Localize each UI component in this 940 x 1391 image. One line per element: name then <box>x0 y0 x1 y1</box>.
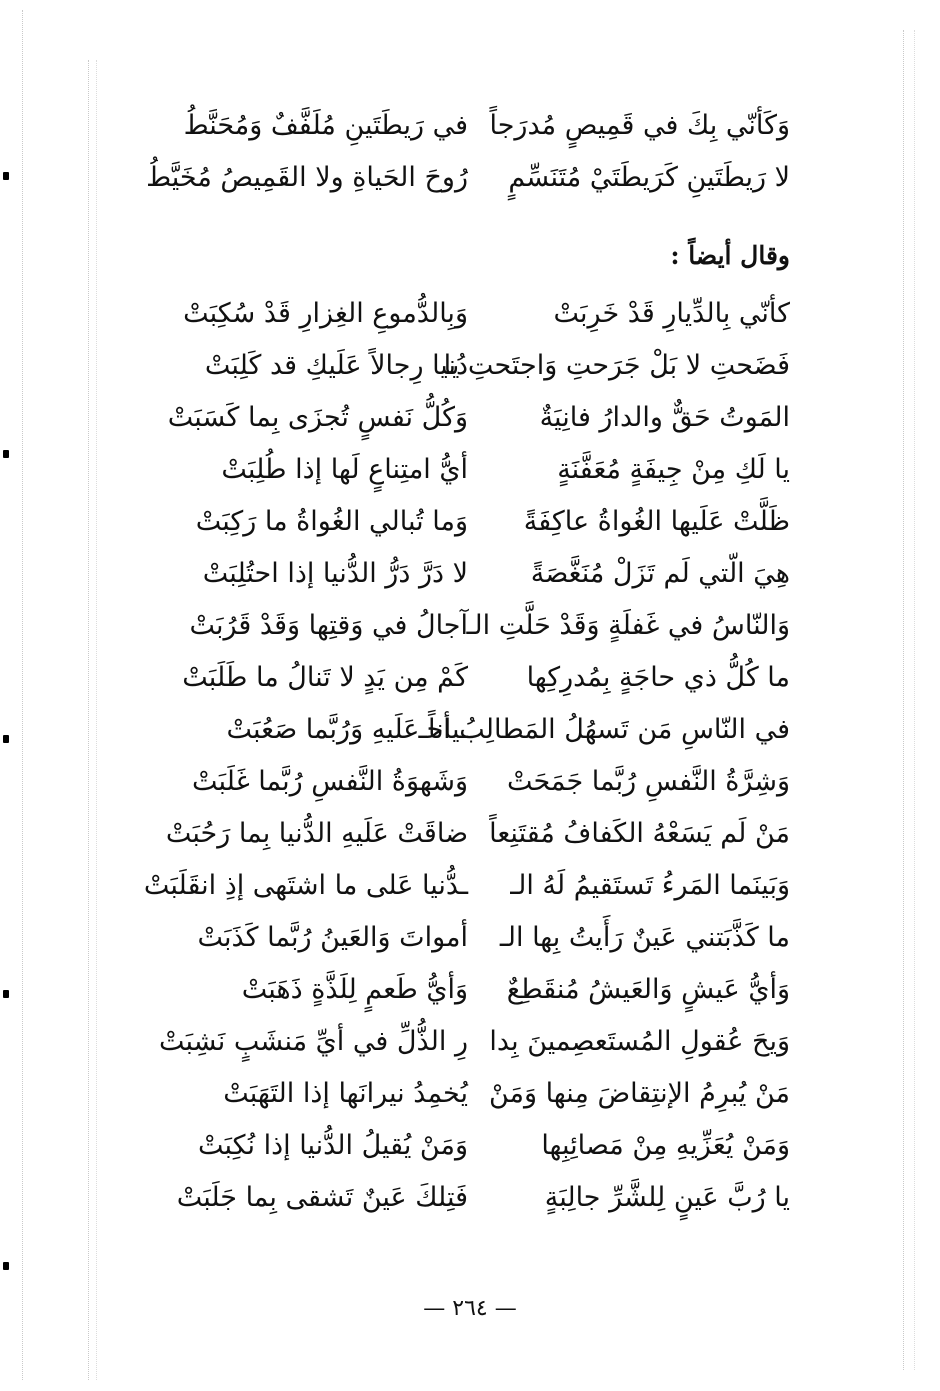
verse-first-hemistich: وَمَنْ يُعَزِّيهِ مِنْ مَصائِبِها <box>541 1130 790 1161</box>
verse-second-hemistich: رِ الذُّلِّ في أيِّ مَنشَبٍ نَشِبَتْ <box>159 1026 468 1057</box>
verse-first-hemistich: ما كُلُّ ذي حاجَةٍ بِمُدرِكِها <box>526 662 790 693</box>
verse-first-hemistich: في النّاسِ مَن تَسهُلُ المَطالِبُ أحـ <box>418 714 790 745</box>
verse-line <box>150 290 790 338</box>
verse-first-hemistich: كأنّي بِالدِّيارِ قَدْ خَرِبَتْ <box>553 298 790 329</box>
verse-second-hemistich: رُوحَ الحَياةِ ولا القَمِيصُ مُخَيَّطُ <box>146 162 468 193</box>
verse-line <box>150 1018 790 1066</box>
verse-first-hemistich: مَنْ لَم يَسَعْهُ الكَفافُ مُقتَنِعاً <box>489 818 790 849</box>
verse-second-hemistich: في رَيطَتَينِ مُلَفَّفٌ وَمُحَنَّطُ <box>183 110 468 141</box>
verse-second-hemistich: ضاقَتْ عَلَيهِ الدُّنيا بِما رَحُبَتْ <box>165 818 468 849</box>
verse-line <box>150 914 790 962</box>
verse-first-hemistich: ظَلَّتْ عَلَيها الغُواةُ عاكِفَةً <box>523 506 790 537</box>
verse-first-hemistich: وَبَينَما المَرءُ تَستَقيمُ لَهُ الـ <box>510 870 790 901</box>
verse-first-hemistich: وَكَأنّي بِكَ في قَمِيصٍ مُدرَجاً <box>489 110 790 141</box>
verse-first-hemistich: مَنْ يُبرِمُ الإنتِقاضَ مِنها وَمَنْ <box>488 1078 790 1109</box>
verse-line <box>150 1070 790 1118</box>
verse-second-hemistich: وَبِالدُّموعِ الغِزارِ قَدْ سُكِبَتْ <box>183 298 468 329</box>
verse-line <box>143 862 790 910</box>
section-heading: وقال أيضاً : <box>670 241 790 270</box>
verse-line <box>150 966 790 1014</box>
verse-second-hemistich: أيُّ امتِناعٍ لَها إذا طُلِبَتْ <box>221 454 468 485</box>
verse-line <box>150 1122 790 1170</box>
verse-second-hemistich: دُنيا رِجالاً عَلَيكِ قد كَلِبَتْ <box>204 350 468 381</box>
verse-line <box>146 154 790 202</box>
verse-second-hemistich: وَكُلُّ نَفسٍ تُجزَى بِما كَسَبَتْ <box>167 402 468 433</box>
verse-line <box>150 758 790 806</box>
scan-guide-line <box>96 60 97 1380</box>
verse-line <box>150 446 790 494</box>
verse-line <box>150 810 790 858</box>
verse-first-hemistich: فَضَحتِ لا بَلْ جَرَحتِ وَاجتَحتِ يا <box>443 350 790 381</box>
verse-second-hemistich: كَمْ مِن يَدٍ لا تَنالُ ما طَلَبَتْ <box>182 662 468 693</box>
verse-second-hemistich: ـياناً عَلَيهِ وَرُبَّما صَعُبَتْ <box>226 714 468 745</box>
verse-second-hemistich: يُخمِدُ نيرانَها إذا التَهَبَتْ <box>223 1078 468 1109</box>
verse-first-hemistich: وَشِرَّةُ النَّفسِ رُبَّما جَمَحَتْ <box>506 766 790 797</box>
verse-second-hemistich: وَما تُبالي الغُواةُ ما رَكِبَتْ <box>195 506 468 537</box>
verse-second-hemistich: وَمَنْ يُقيلُ الدُّنيا إذا نُكِبَتْ <box>197 1130 468 1161</box>
verse-line <box>150 394 790 442</box>
verse-second-hemistich: وَأيُّ طَعمٍ لِلَذَّةٍ ذَهَبَتْ <box>241 974 468 1005</box>
verse-second-hemistich: فَتِلكَ عَينٌ تَشقى بِما جَلَبَتْ <box>176 1182 468 1213</box>
verse-second-hemistich: آجالُ في وَقتِها وَقَدْ قَرُبَتْ <box>189 610 468 641</box>
verse-line <box>150 602 790 650</box>
margin-mark <box>3 450 9 458</box>
verse-first-hemistich: وَالنّاسُ في غَفلَةٍ وَقَدْ حَلَّتِ الـ <box>466 610 790 641</box>
scan-guide-line <box>914 30 915 1370</box>
verse-first-hemistich: هِيَ الّتي لَم تَزَلْ مُنَغَّصَةً <box>530 558 790 589</box>
margin-mark <box>3 1262 9 1270</box>
verse-line <box>150 706 790 754</box>
scan-guide-line <box>903 30 904 1370</box>
scan-guide-line <box>22 10 23 1380</box>
verse-second-hemistich: ـدُّنيا عَلى ما اشتَهى إذِ انقَلَبَتْ <box>143 870 468 901</box>
verse-second-hemistich: لا دَرَّ دَرُّ الدُّنيا إذا احتُلِبَتْ <box>202 558 468 589</box>
verse-first-hemistich: يا رُبَّ عَينٍ لِلشَّرِّ جالِبَةٍ <box>544 1182 790 1213</box>
verse-line <box>150 654 790 702</box>
page-number: — ٢٦٤ — <box>423 1296 517 1321</box>
verse-first-hemistich: لا رَيطَتَينِ كَرَيطَتَيْ مُتَنَسِّمٍ <box>508 162 790 193</box>
margin-mark <box>3 990 9 998</box>
verse-first-hemistich: يا لَكِ مِنْ جِيفَةٍ مُعَفَّنَةٍ <box>557 454 790 485</box>
verse-first-hemistich: ما كَذَّبَتني عَينٌ رَأَيتُ بِها الـ <box>499 922 790 953</box>
margin-mark <box>3 172 9 180</box>
margin-mark <box>3 735 9 743</box>
verse-first-hemistich: المَوتُ حَقٌّ والدارُ فانِيَةٌ <box>539 402 790 433</box>
verse-first-hemistich: وَأيُّ عَيشٍ وَالعَيشُ مُنقَطِعٌ <box>506 974 790 1005</box>
verse-line <box>150 550 790 598</box>
verse-line <box>150 102 790 150</box>
verse-line <box>150 1174 790 1222</box>
verse-line <box>150 342 790 390</box>
scan-guide-line <box>88 60 89 1380</box>
verse-line <box>150 498 790 546</box>
verse-second-hemistich: أمواتَ وَالعَينُ رُبَّما كَذَبَتْ <box>197 922 468 953</box>
verse-first-hemistich: وَيحَ عُقولِ المُستَعصِمينَ بِدا <box>489 1026 790 1057</box>
verse-second-hemistich: وَشَهوَةُ النَّفسِ رُبَّما غَلَبَتْ <box>191 766 468 797</box>
